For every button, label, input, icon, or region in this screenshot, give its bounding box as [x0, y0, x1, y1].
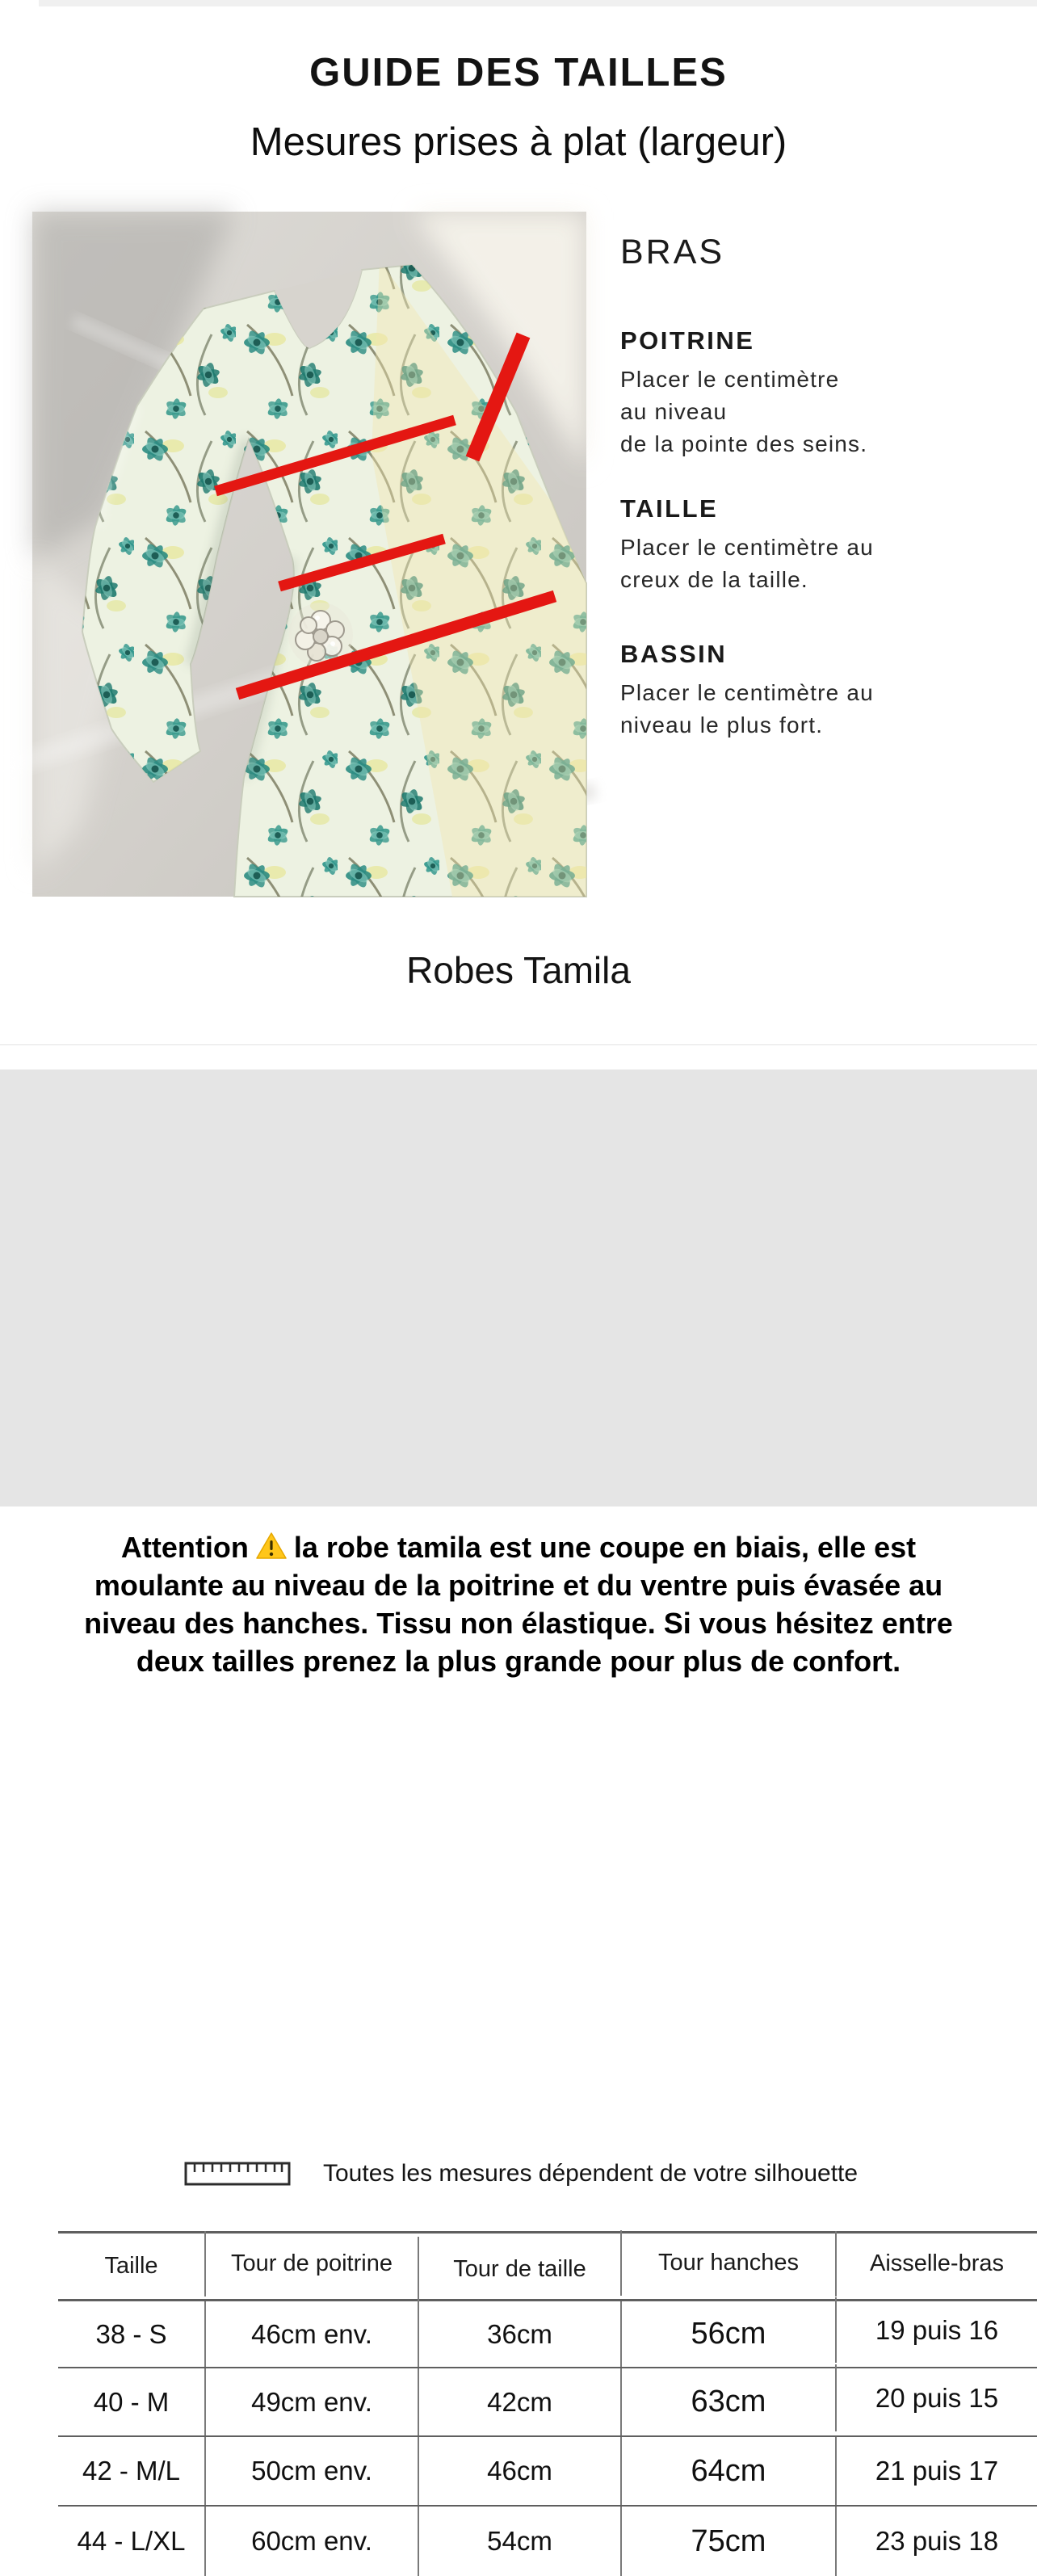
cell-armpit: 21 puis 17: [835, 2437, 1037, 2505]
cell-waist: 42cm: [418, 2368, 620, 2435]
taille-line-2: creux de la taille.: [620, 567, 808, 592]
section-divider: [0, 1044, 1037, 1045]
column-header-poitrine: Tour de poitrine: [204, 2231, 418, 2297]
table-row: [58, 2507, 1037, 2576]
bassin-line-2: niveau le plus fort.: [620, 712, 824, 738]
bassin-line-1: Placer le centimètre au: [620, 680, 874, 705]
cell-bust: 60cm env.: [204, 2507, 418, 2576]
section-poitrine: [620, 326, 867, 460]
column-header-tour-taille: Tour de taille: [418, 2237, 620, 2302]
cell-size: 42 - M/L: [82, 2456, 181, 2486]
poitrine-line-3: de la pointe des seins.: [620, 431, 868, 456]
cell-bust: 46cm env.: [204, 2301, 418, 2367]
table-row: [58, 2301, 1037, 2368]
column-header-hanches: Tour hanches: [620, 2230, 835, 2296]
page-title: GUIDE DES TAILLES: [309, 51, 728, 95]
column-header-taille: Taille: [104, 2253, 158, 2279]
product-title: Robes Tamila: [406, 949, 631, 991]
warning-attention: Attention: [120, 1531, 249, 1564]
cell-waist: 46cm: [418, 2437, 620, 2505]
cell-waist: 36cm: [418, 2301, 620, 2367]
warning-line-1: [0, 1528, 1037, 1566]
top-edge-strip: [39, 0, 1037, 6]
table-note: Toutes les mesures dépendent de votre silhouette: [323, 2160, 859, 2187]
cell-waist: 54cm: [418, 2507, 620, 2576]
section-bassin: [620, 640, 874, 742]
taille-label: TAILLE: [620, 494, 719, 523]
cell-hips: 63cm: [620, 2368, 835, 2435]
warning-line-1-text: la robe tamila est une coupe en biais, elle est: [293, 1531, 917, 1564]
table-header-row: [58, 2234, 1037, 2301]
cell-hips: 64cm: [620, 2437, 835, 2505]
poitrine-line-2: au niveau: [620, 399, 728, 424]
warning-triangle-icon: [255, 1532, 288, 1561]
warning-text: [0, 1528, 1037, 1680]
table-row: [58, 2437, 1037, 2507]
section-taille: [620, 494, 874, 596]
column-header-aisselle: Aisselle-bras: [835, 2231, 1037, 2297]
ruler-icon: [184, 2162, 291, 2186]
table-row: [58, 2368, 1037, 2437]
cell-size: 44 - L/XL: [77, 2526, 186, 2556]
cell-bust: 49cm env.: [204, 2368, 418, 2435]
cell-size: 40 - M: [93, 2386, 170, 2417]
page-subtitle: Mesures prises à plat (largeur): [250, 120, 787, 164]
warning-line-3: niveau des hanches. Tissu non élastique. Si vous hésitez entre: [84, 1607, 953, 1640]
cell-hips: 56cm: [620, 2301, 835, 2367]
warning-line-4: deux tailles prenez la plus grande pour plus de confort.: [136, 1645, 901, 1678]
bassin-label: BASSIN: [620, 640, 728, 668]
poitrine-line-1: Placer le centimètre: [620, 367, 840, 392]
warning-line-2: moulante au niveau de la poitrine et du ventre puis évasée au: [94, 1569, 943, 1602]
table-note-row: [184, 2160, 858, 2187]
cell-bust: 50cm env.: [204, 2437, 418, 2505]
cell-armpit: 20 puis 15: [835, 2364, 1037, 2431]
taille-line-1: Placer le centimètre au: [620, 535, 874, 560]
cell-armpit: 19 puis 16: [835, 2297, 1037, 2363]
poitrine-label: POITRINE: [620, 326, 755, 355]
cell-hips: 75cm: [620, 2507, 835, 2576]
bras-label: BRAS: [620, 233, 725, 271]
dress-photo: [32, 212, 586, 897]
cell-armpit: 23 puis 18: [835, 2507, 1037, 2576]
cell-size: 38 - S: [95, 2318, 167, 2349]
size-table: [58, 2231, 1037, 2576]
